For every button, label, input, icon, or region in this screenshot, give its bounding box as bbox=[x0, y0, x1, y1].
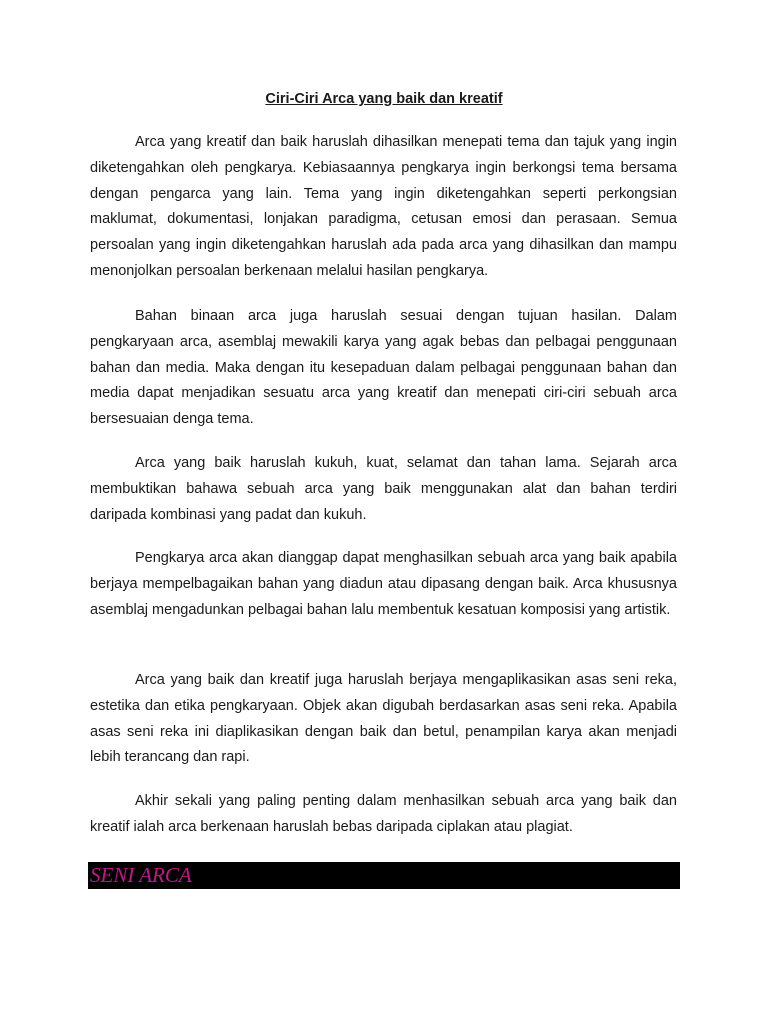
paragraph-6: Akhir sekali yang paling penting dalam menhasilkan sebuah arca yang baik dan kreatif ialah arca berkenaan haruslah bebas daripada ciplakan atau plagiat. bbox=[90, 793, 677, 835]
paragraph-5: Arca yang baik dan kreatif juga haruslah berjaya mengaplikasikan asas seni reka, estetika dan etika pengkaryaan. Objek akan digubah berdasarkan asas seni reka. Apabila asas seni reka ini diaplikasikan dengan baik dan betul, penampilan karya akan menjadi lebih terancang dan rapi. bbox=[90, 672, 677, 766]
banner-text: SENI ARCA bbox=[90, 863, 192, 887]
paragraph-4: Pengkarya arca akan dianggap dapat menghasilkan sebuah arca yang baik apabila berjaya mempelbagaikan bahan yang diadun atau dipasang dengan baik. Arca khususnya asemblaj mengadunkan pelbagai bahan lalu membentuk kesatuan komposisi yang artistik. bbox=[90, 550, 677, 618]
paragraph-2: Bahan binaan arca juga haruslah sesuai dengan tujuan hasilan. Dalam pengkaryaan arca, asemblaj mewakili karya yang agak bebas dan pelbagai penggunaan bahan dan media. Maka dengan itu kesepaduan dalam pelbagai penggunaan bahan dan media dapat menjadikan sesuatu arca yang kreatif dan menepati ciri-ciri sebuah arca bersesuaian denga tema. bbox=[90, 308, 677, 428]
document-title: Ciri-Ciri Arca yang baik dan kreatif bbox=[265, 91, 503, 107]
paragraph-1: Arca yang kreatif dan baik haruslah dihasilkan menepati tema dan tajuk yang ingin diketengahkan oleh pengkarya. Kebiasaannya pengkarya ingin berkongsi tema bersama dengan pengarca yang lain. Tema yang ingin diketengahkan seperti perkongsian maklumat, dokumentasi, lonjakan paradigma, cetusan emosi dan perasaan. Semua persoalan yang ingin diketengahkan haruslah ada pada arca yang dihasilkan dan mampu menonjolkan persoalan berkenaan melalui hasilan pengkarya. bbox=[90, 134, 677, 279]
paragraph-3: Arca yang baik haruslah kukuh, kuat, selamat dan tahan lama. Sejarah arca membuktikan bahawa sebuah arca yang baik menggunakan alat dan bahan terdiri daripada kombinasi yang padat dan kukuh. bbox=[90, 455, 677, 523]
seni-arca-banner bbox=[88, 862, 680, 889]
